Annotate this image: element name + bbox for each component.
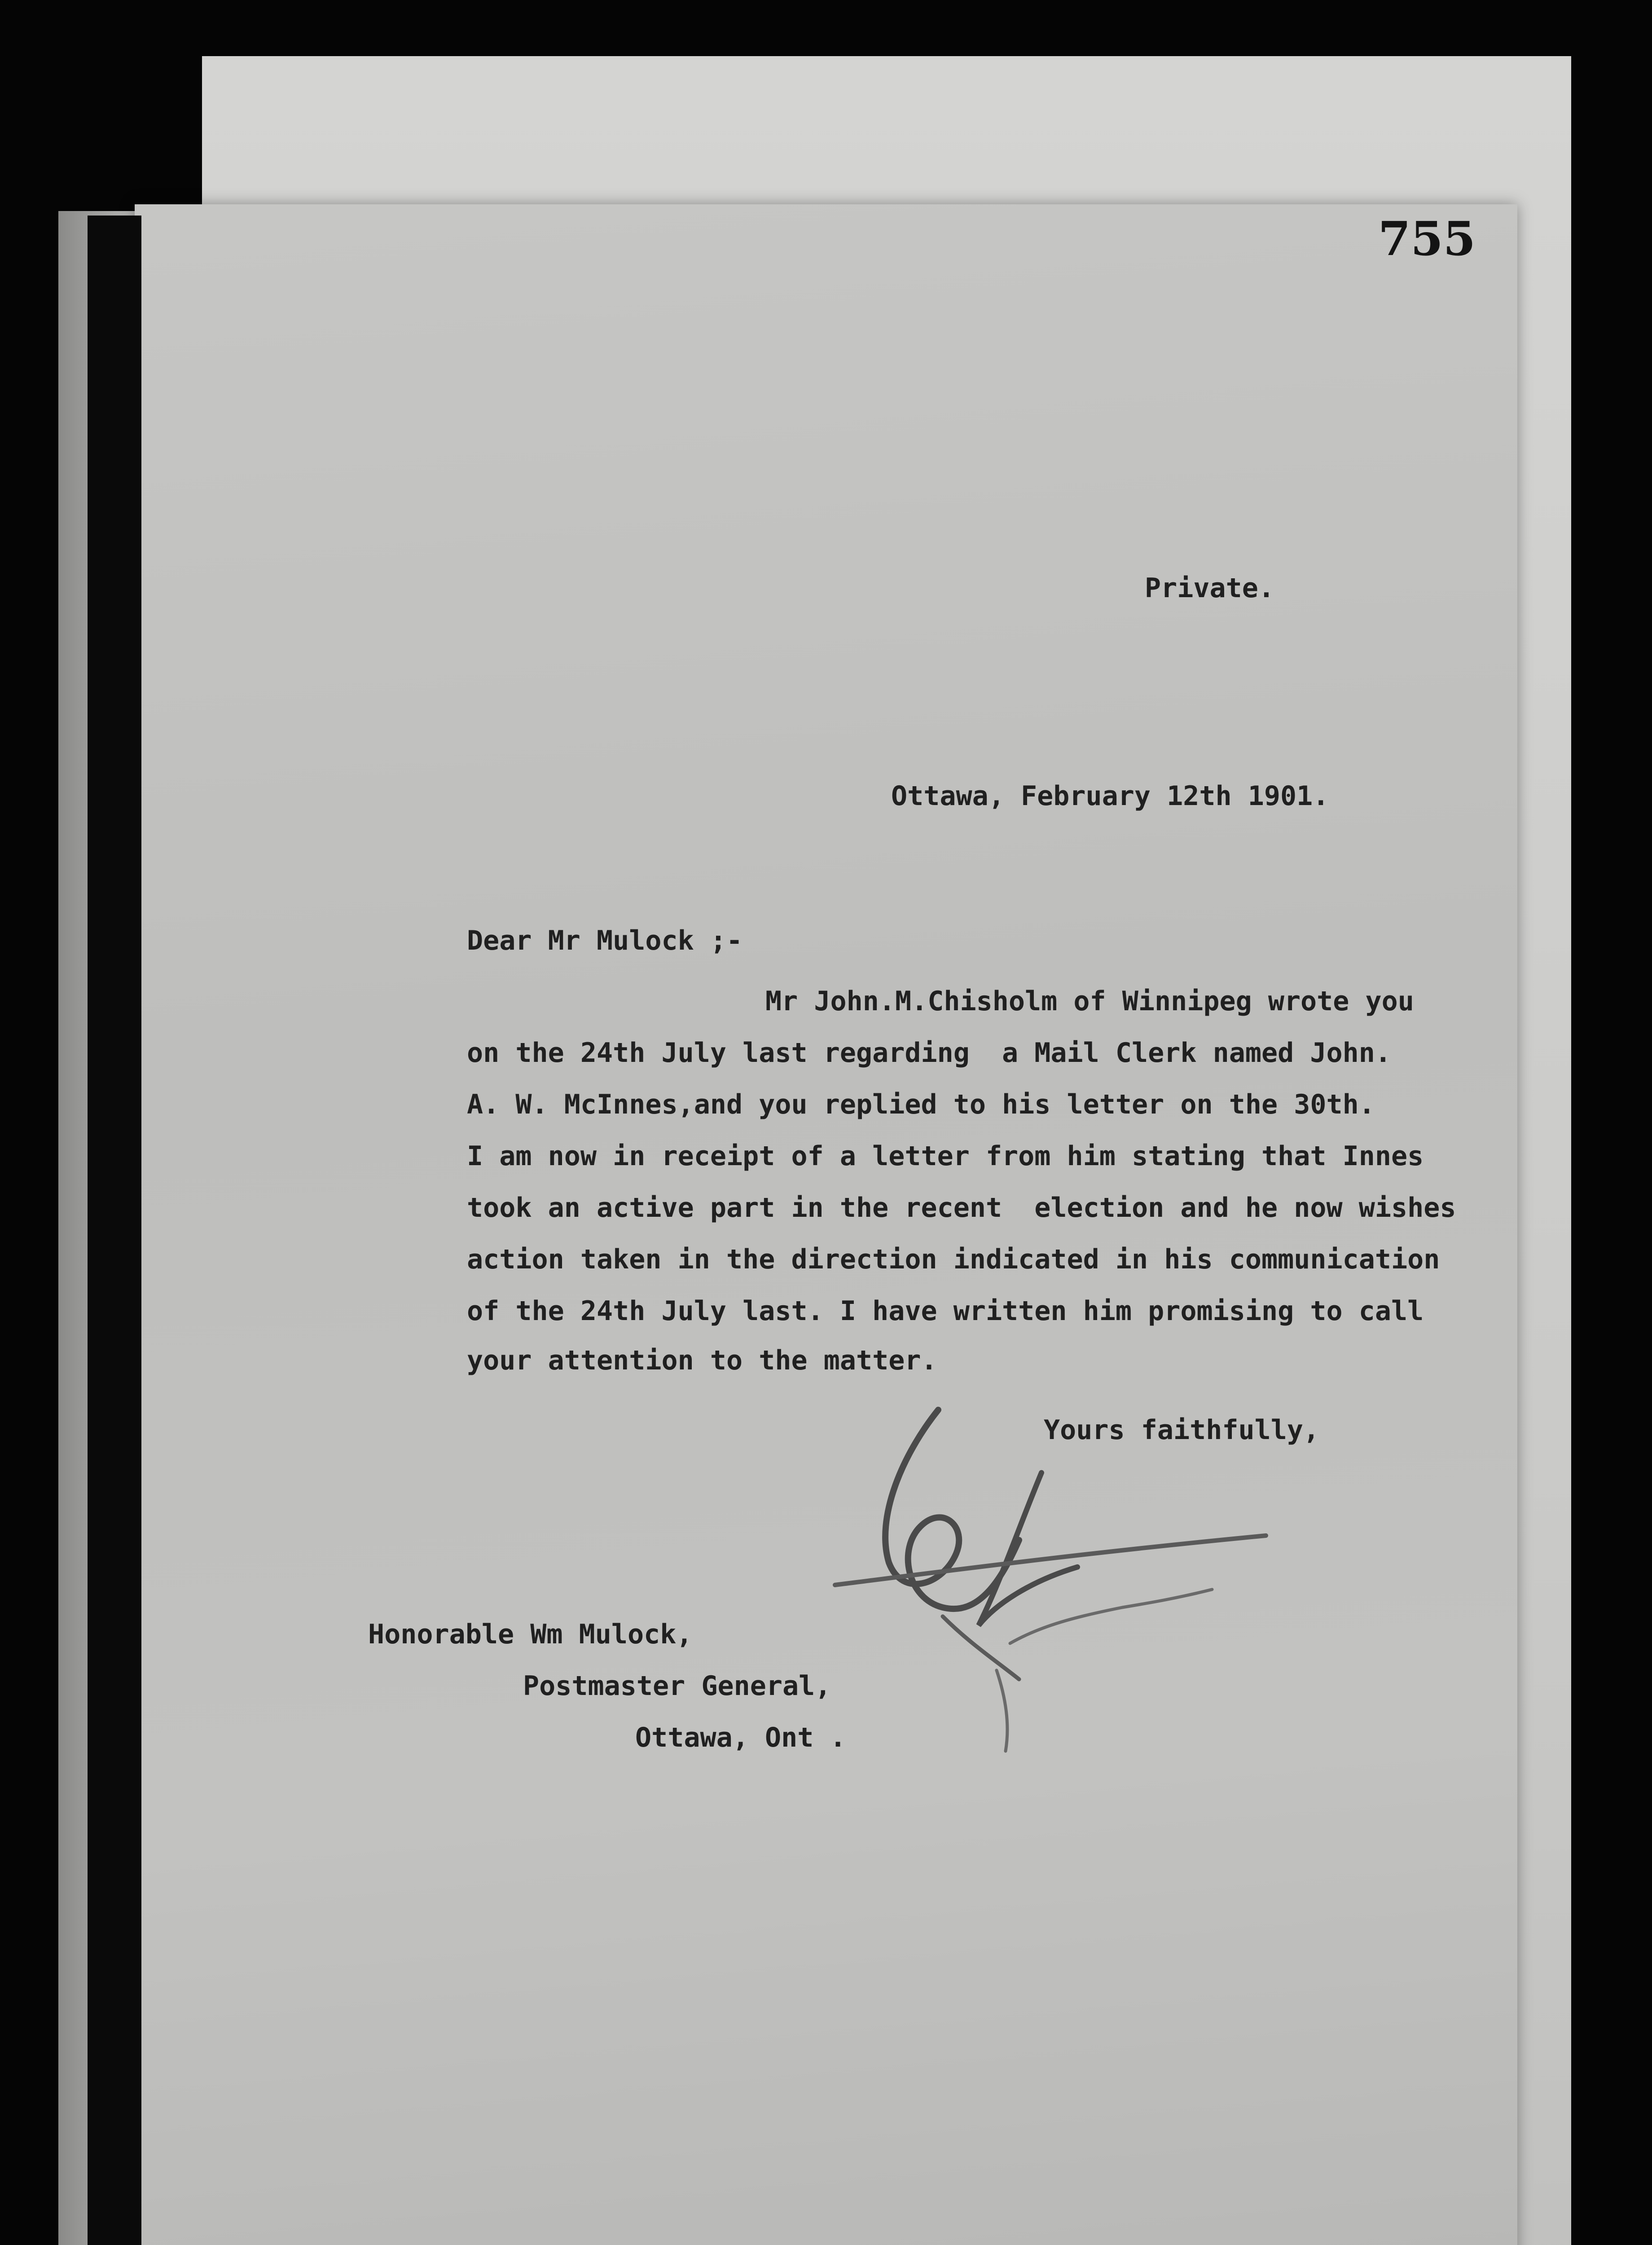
body-line: A. W. McInnes,and you replied to his letter on the 30th.	[467, 1089, 1375, 1120]
body-line: Mr John.M.Chisholm of Winnipeg wrote you	[765, 986, 1414, 1017]
body-line: your attention to the matter.	[467, 1345, 937, 1376]
body-line: of the 24th July last. I have written him promising to call	[467, 1295, 1424, 1327]
salutation: Dear Mr Mulock ;-	[467, 925, 743, 956]
page-number: 755	[1378, 211, 1476, 266]
recipient-name: Honorable Wm Mulock,	[368, 1619, 693, 1650]
recipient-city: Ottawa, Ont .	[635, 1722, 846, 1753]
body-line: on the 24th July last regarding a Mail Clerk named John.	[467, 1037, 1392, 1069]
body-line: took an active part in the recent election and he now wishes	[467, 1192, 1456, 1224]
body-line: I am now in receipt of a letter from him stating that Innes	[467, 1140, 1424, 1172]
letter-page	[135, 204, 1517, 2245]
handwritten-signature	[808, 1392, 1302, 1760]
dateline: Ottawa, February 12th 1901.	[891, 780, 1329, 812]
closing: Yours faithfully,	[1044, 1414, 1320, 1446]
binding-bar	[88, 216, 141, 2245]
recipient-title: Postmaster General,	[523, 1670, 831, 1702]
private-marking: Private.	[1145, 572, 1274, 604]
body-line: action taken in the direction indicated in his communication	[467, 1244, 1440, 1275]
